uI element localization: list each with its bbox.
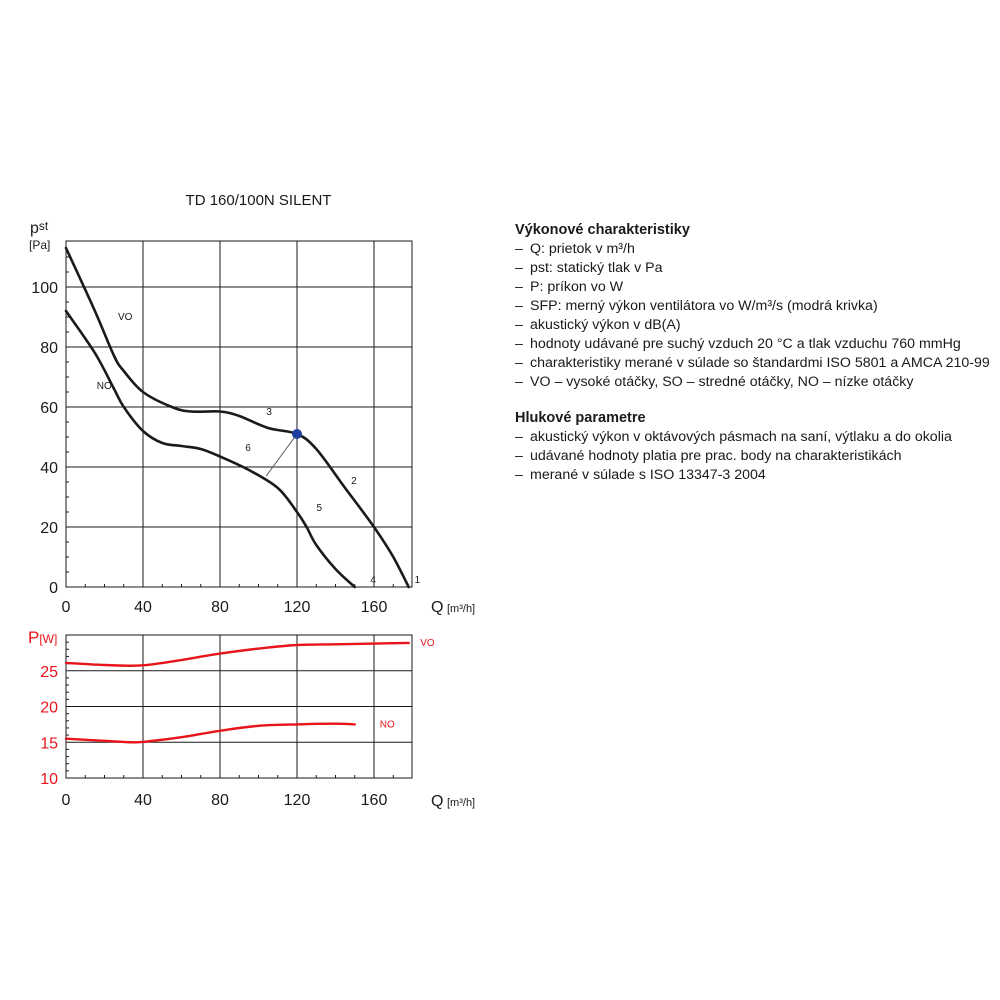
noise-list xyxy=(515,428,995,485)
x-tick-label: 80 xyxy=(211,792,229,809)
x-tick-label: 40 xyxy=(134,792,152,809)
noise-item: – udávané hodnoty platia pre prac. body na charakteristikách xyxy=(515,447,995,466)
operating-point-label: 6 xyxy=(245,443,251,454)
y-axis-label-sub: st xyxy=(38,219,49,233)
perf-item: – charakteristiky merané v súlade so štandardmi ISO 5801 a AMCA 210-99 xyxy=(515,354,995,373)
performance-heading: Výkonové charakteristiky xyxy=(515,222,690,238)
noise-item: – merané v súlade s ISO 13347-3 2004 xyxy=(515,466,995,485)
perf-item: – hodnoty udávané pre suchý vzduch 20 °C a tlak vzduchu 760 mmHg xyxy=(515,335,995,354)
x-tick-label: 160 xyxy=(360,599,388,616)
perf-item: – pst: statický tlak v Pa xyxy=(515,259,995,278)
y-tick-label: 10 xyxy=(40,771,58,788)
y-tick-label: 60 xyxy=(40,400,58,417)
x-tick-label: 80 xyxy=(211,599,229,616)
operating-point-label: 1 xyxy=(414,575,421,586)
y-tick-label: 40 xyxy=(40,460,58,477)
curve-no xyxy=(66,311,355,587)
x-tick-label: 0 xyxy=(61,599,71,616)
curve-label: VO xyxy=(420,637,435,649)
operating-point-label: 5 xyxy=(316,503,323,514)
operating-point-label: 4 xyxy=(370,575,376,586)
noise-heading: Hlukové parametre xyxy=(515,410,646,426)
y-axis-label xyxy=(28,628,57,647)
y-axis-label-main: p xyxy=(30,220,39,237)
chart-title: TD 160/100N SILENT xyxy=(185,192,332,209)
x-tick-label: 0 xyxy=(61,792,71,809)
x-axis-label: Q xyxy=(431,599,444,616)
perf-item: – Q: prietok v m³/h xyxy=(515,240,995,259)
perf-item: – P: príkon vo W xyxy=(515,278,995,297)
curve-label: NO xyxy=(379,719,395,731)
y-tick-label: 0 xyxy=(49,580,58,597)
sfp-leader-line xyxy=(266,434,297,476)
plot-frame xyxy=(66,241,412,587)
y-axis-unit: [W] xyxy=(39,632,58,646)
perf-item: – VO – vysoké otáčky, SO – stredné otáčky, NO – nízke otáčky xyxy=(515,373,995,392)
sfp-point xyxy=(292,429,302,439)
pressure-chart xyxy=(29,192,475,616)
y-tick-label: 25 xyxy=(40,663,58,681)
y-tick-label: 80 xyxy=(40,340,58,357)
curve-label: NO xyxy=(96,381,112,392)
y-axis-label-main: P xyxy=(28,628,40,647)
power-chart xyxy=(28,628,475,810)
x-axis-unit: [m³/h] xyxy=(447,603,476,615)
perf-item: – akustický výkon v dB(A) xyxy=(515,316,995,335)
y-tick-label: 100 xyxy=(31,280,58,297)
curve-label: VO xyxy=(117,312,133,323)
x-tick-label: 40 xyxy=(134,599,152,616)
y-axis-unit: [Pa] xyxy=(29,238,51,252)
x-tick-label: 120 xyxy=(283,599,311,616)
performance-list xyxy=(515,240,995,392)
power-curve-no xyxy=(66,724,355,743)
y-tick-label: 20 xyxy=(40,699,58,717)
x-axis-unit: [m³/h] xyxy=(447,797,476,809)
operating-point-label: 2 xyxy=(351,476,357,487)
noise-item: – akustický výkon v oktávových pásmach na saní, výtlaku a do okolia xyxy=(515,428,995,447)
y-axis-label xyxy=(30,219,49,237)
x-axis-label: Q xyxy=(431,793,444,810)
perf-item: – SFP: merný výkon ventilátora vo W/m³/s (modrá krivka) xyxy=(515,297,995,316)
specification-notes xyxy=(515,221,995,493)
curve-vo xyxy=(66,248,409,587)
y-tick-label: 15 xyxy=(40,735,58,753)
operating-point-label: 3 xyxy=(266,407,272,418)
x-tick-label: 160 xyxy=(360,792,388,809)
y-tick-label: 20 xyxy=(40,520,58,537)
power-curve-vo xyxy=(66,643,409,666)
x-tick-label: 120 xyxy=(283,792,311,809)
